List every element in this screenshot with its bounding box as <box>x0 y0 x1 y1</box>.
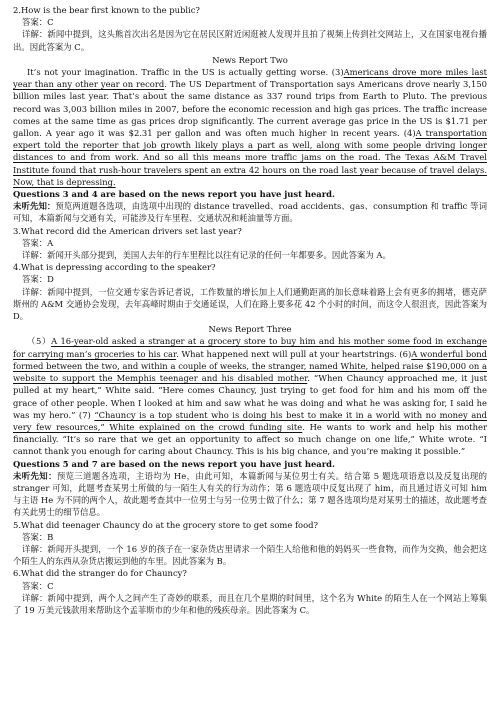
report-three-part-1: （5） <box>27 336 52 347</box>
report-three-underline-7: “Chauncy is a top student who is doing his best to make it in a world with no money and very few resources,” White explained on the crowd funding site <box>13 409 487 432</box>
answer-4: 答案：D <box>22 274 54 285</box>
preview-label: 未听先知： <box>13 470 57 481</box>
explanation-2: 详解：新闻中提到，这头熊首次出名是因为它在居民区附近闲逛被人发现并且拍了视频上传到社交网站上，又在国家电视台播出。因此答案为 C。 <box>13 29 487 52</box>
explanation-3: 详解：新闻开头部分提到，美国人去年的行车里程比以往有记录的任何一年都要多。因此答案为 A。 <box>22 250 391 261</box>
news-report-two-title: News Report Two <box>212 54 288 65</box>
section-heading-q3-4: Questions 3 and 4 are based on the news report you have just heard. <box>13 189 335 200</box>
report-two-underline-3: Americans drove more miles last year than any other year on record <box>13 67 488 90</box>
preview-text: 预览三道题各选项，主语均为 He，由此可知，本篇新闻与某位男士有关。结合第 5 题选项语意以及反复出现的 stranger 可知，此题考查某男士所做的与一陌生人有关的行为动作；第 6 题选项中反复出现了 him，而且通过语义可知 him 与主语 He 为不同的两个人，故此题考查其中一位男士与另一位男士做了什么；第 7 题各选项均是对某男士的描述，故此题考查有关此男士的细节信息。 <box>13 470 488 518</box>
section-heading-q5-7: Questions 5 and 7 are based on the news report you have just heard. <box>13 458 335 469</box>
preview-label: 未听先知： <box>13 201 56 212</box>
question-5: 5.What did teenager Chauncy do at the grocery store to get some food? <box>13 519 318 530</box>
answer-5: 答案：B <box>22 531 54 542</box>
question-4: 4.What is depressing according to the speaker? <box>13 262 216 273</box>
preview-text: 预览两道题各选项，由选项中出现的 distance travelled、road accidents、gas、consumption 和 traffic 等词可知，本篇新闻与交通有关，可能涉及行车里程、交通状况和耗油量等方面。 <box>13 201 487 224</box>
answer-3: 答案：A <box>22 237 54 248</box>
question-6: 6.What did the stranger do for Chauncy? <box>13 568 187 579</box>
preview-q3-4 <box>13 200 487 224</box>
question-3: 3.What record did the American drivers set last year? <box>13 225 242 236</box>
explanation-6: 详解：新闻中提到，两个人之间产生了奇妙的联系，而且在几个星期的时间里，这个名为 White 的陌生人在一个网站上筹集了 19 万美元钱款用来帮助这个孟菲斯市的少年和他的残疾母亲。因此答案为 C。 <box>13 592 487 615</box>
preview-q5-7 <box>13 470 487 519</box>
report-three-part-2: . What happened next will pull at your heartstrings. (6) <box>176 348 412 359</box>
news-report-three-text <box>13 335 487 457</box>
answer-2: 答案：C <box>22 17 54 28</box>
news-report-two-text <box>13 66 487 188</box>
report-three-part-4: . He wants to work and help his mother financially. “It’s so rare that we get an opportunity to affect so much change on one life,” White wrote. “I cannot thank you enough for caring about Chauncy. This is his big chance, and you’re making it possible.” <box>13 421 487 457</box>
explanation-4: 详解：新闻中提到，一位交通专家告诉记者说，工作数量的增长加上人们通勤距离的加长意味着路上会有更多的拥堵，德克萨斯州的 A&M 交通协会发现，去年高峰时期由于交通延误，人们在路上要多花 42 个小时的时间，而这令人很沮丧，因此答案为 D。 <box>13 286 487 322</box>
report-two-part-2: . The US Department of Transportation says Americans drove nearly 3,150 billion miles last year. That’s about the same distance as 337 round trips from Earth to Pluto. The previous record was 3,003 billion miles in 2007, before the economic recession and high gas prices. The traffic increase comes at the same time as gas prices drop significantly. The current average gas price in the US is $1.71 per gallon. A year ago it was $2.31 per gallon and was often much higher in recent years. (4) <box>13 79 487 139</box>
question-2: 2.How is the bear first known to the public? <box>13 5 200 15</box>
report-three-underline-6: A wonderful bond formed between the two, and within a couple of weeks, the stranger, named White, helped raise $190,000 on a website to support the Memphis teenager and his disabled mother <box>13 348 487 384</box>
report-two-underline-4: A transportation expert told the reporter that job growth likely plays a part as well, along with some people driving longer distances to and from work. And so all this means more traffic jams on the road. The Texas A&M Travel Institute found that rush-hour travelers spent an extra 42 hours on the road last year because of travel delays. Now, that is depressing. <box>13 128 487 187</box>
explanation-5: 详解：新闻开头提到，一个 16 岁的孩子在一家杂货店里请求一个陌生人给他和他的妈妈买一些食物，而作为交换，他会把这个陌生人的东西从杂货店搬运到他的车里。因此答案为 B。 <box>13 543 487 567</box>
answer-6: 答案：C <box>22 580 54 591</box>
report-three-part-3: . “When Chauncy approached me, it just pulled at my heart,” White said. “Here comes Chauncy, just trying to get food for him and his mom off the grace of other people. When I looked at him and saw what he was doing and what he was asking for, I said he was my hero.” (7) <box>13 373 487 420</box>
report-two-part-1: It’s not your imagination. Traffic in the US is actually getting worse. (3) <box>27 67 344 78</box>
report-three-underline-5: A 16-year-old asked a stranger at a grocery store to buy him and his mother some food in exchange for carrying man’s groceries to his car <box>13 336 487 359</box>
news-report-three-title: News Report Three <box>208 324 292 335</box>
